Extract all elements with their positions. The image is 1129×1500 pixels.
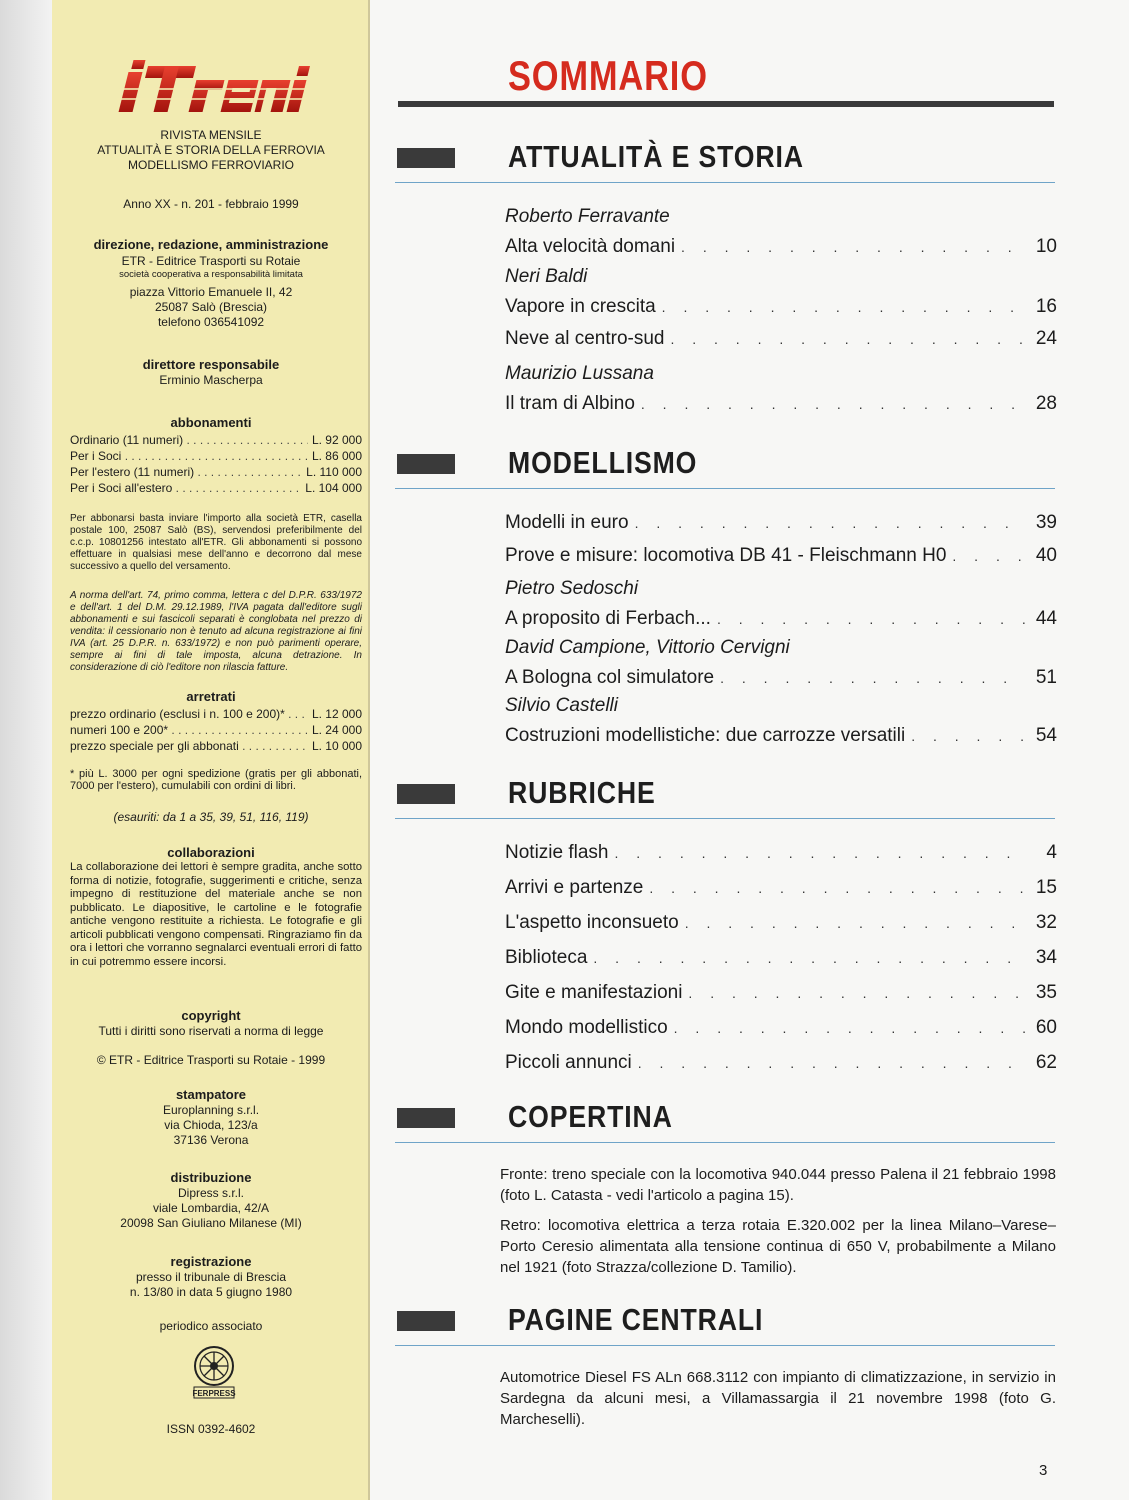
sommario-title: SOMMARIO	[508, 52, 708, 99]
centrali-description: Automotrice Diesel FS ALn 668.3112 con impianto di climatizzazione, in servizio in Sardegna da alcuni mesi, a Villamassargia il 21 novembre 1998 (foto G. Marcheselli).	[500, 1369, 1056, 1428]
abbonamento-label: Per l'estero (11 numeri) . . .	[70, 464, 302, 480]
abbonamenti-list	[70, 432, 362, 496]
leader-dots	[638, 1052, 1025, 1074]
magazine-header	[52, 128, 370, 173]
toc-entry[interactable]	[505, 363, 1057, 415]
section-title-copertina: COPERTINA	[508, 1099, 673, 1134]
abbonamento-row	[70, 448, 362, 464]
toc-page: 62	[1035, 1052, 1057, 1073]
arretrati-row	[70, 738, 362, 754]
toc-page: 28	[1035, 393, 1057, 414]
section-marker	[397, 454, 455, 474]
toc-entry[interactable]	[505, 512, 1057, 534]
toc-entry[interactable]	[505, 206, 1057, 258]
section-title-centrali: PAGINE CENTRALI	[508, 1302, 764, 1337]
arretrati-label: numeri 100 e 200* . . .	[70, 722, 308, 738]
toc-title: Modelli in euro	[505, 512, 629, 533]
arretrati-price: L. 24 000	[311, 723, 362, 737]
toc-author: Roberto Ferravante	[505, 206, 670, 227]
direttore-name: Erminio Mascherpa	[159, 373, 263, 387]
sommario-rule	[398, 101, 1054, 107]
toc-entry[interactable]	[505, 982, 1057, 1004]
copyright-line: © ETR - Editrice Trasporti su Rotaie - 1999	[96, 1053, 326, 1067]
leader-dots	[720, 667, 1025, 689]
toc-page: 60	[1035, 1017, 1057, 1038]
issue-info: Anno XX - n. 201 - febbraio 1999	[123, 197, 299, 211]
iva-note: A norma dell'art. 74, primo comma, lettera c del D.P.R. 633/1972 e dell'art. 1 del D.M. 29.12.1989, l'IVA pagata dall'editore sugli abbonamenti e sui fascicoli separati è conglobata nel prezzo di vendita: il cessionario non è tenuto ad alcuna registrazione ai fini IVA (art. 25 D.P.R. n. 633/1972) e non può parimenti operare, sempre ai fini di tale imposta, alcuna detrazione. In considerazione di ciò l'editore non rilascia fatture.	[70, 590, 362, 673]
toc-entry[interactable]	[505, 695, 1057, 747]
copyright-text: Tutti i diritti sono riservati a norma di legge	[98, 1024, 324, 1038]
registrazione-line: n. 13/80 in data 5 giugno 1980	[129, 1285, 293, 1299]
toc-page: 32	[1035, 912, 1057, 933]
toc-page: 44	[1035, 608, 1057, 629]
abbonamento-row	[70, 480, 362, 496]
section-rule	[395, 488, 1055, 489]
stampatore-info	[52, 1103, 370, 1148]
arretrati-list	[70, 706, 362, 754]
toc-page: 39	[1035, 512, 1057, 533]
toc-title: Notizie flash	[505, 842, 609, 863]
publisher-type: società cooperativa a responsabilità limitata	[119, 269, 303, 280]
toc-entry[interactable]	[505, 266, 1057, 318]
toc-entry[interactable]	[505, 637, 1057, 689]
table-of-contents	[370, 0, 1129, 1500]
toc-entry[interactable]	[505, 842, 1057, 864]
toc-title: L'aspetto inconsueto	[505, 912, 679, 933]
abbonamento-price: L. 104 000	[305, 481, 362, 495]
leader-dots	[662, 296, 1025, 318]
section-marker	[397, 784, 455, 804]
publisher-address	[52, 285, 370, 330]
toc-title: Prove e misure: locomotiva DB 41 - Fleischmann H0	[505, 545, 947, 566]
toc-title: Neve al centro-sud	[505, 328, 665, 349]
page-number: 3	[1039, 1462, 1048, 1479]
distribuzione-line: 20098 San Giuliano Milanese (MI)	[120, 1216, 302, 1230]
toc-author: David Campione, Vittorio Cervigni	[505, 637, 790, 658]
toc-title: Costruzioni modellistiche: due carrozze versatili	[505, 725, 906, 746]
arretrati-label: prezzo speciale per gli abbonati . . .	[70, 738, 308, 754]
distribuzione-line: Dipress s.r.l.	[177, 1186, 244, 1200]
leader-dots	[593, 947, 1025, 969]
section-title-attualita: ATTUALITÀ E STORIA	[508, 139, 804, 174]
toc-entry[interactable]	[505, 947, 1057, 969]
stampatore-line: 37136 Verona	[173, 1133, 249, 1147]
registrazione-line: presso il tribunale di Brescia	[135, 1270, 287, 1284]
periodico-label: periodico associato	[159, 1319, 263, 1333]
leader-dots	[717, 608, 1025, 630]
toc-entry[interactable]	[505, 1052, 1057, 1074]
toc-title: Mondo modellistico	[505, 1017, 668, 1038]
abbonamento-price: L. 86 000	[311, 449, 362, 463]
distribuzione-info	[52, 1186, 370, 1231]
section-rule	[395, 182, 1055, 183]
abbonamento-row	[70, 432, 362, 448]
ferpress-label: FERPRESS	[192, 1389, 236, 1398]
toc-entry[interactable]	[505, 578, 1057, 630]
toc-page: 40	[1035, 545, 1057, 566]
abbonamenti-info: Per abbonarsi basta inviare l'importo alla società ETR, casella postale 100, 25087 Salò (BS), servendosi preferibilmente del c.c.p. 10801256 intestato all'ETR. Gli abbonamenti si possono effettuare in qualsiasi mese dell'anno e decorrono dal mese successivo a quello del versamento.	[70, 513, 362, 572]
section-rule	[395, 1345, 1055, 1346]
distribuzione-title: distribuzione	[170, 1170, 252, 1185]
section-title-modellismo: MODELLISMO	[508, 445, 698, 480]
registrazione-title: registrazione	[170, 1254, 252, 1269]
arretrati-row	[70, 722, 362, 738]
toc-title: A proposito di Ferbach...	[505, 608, 711, 629]
leader-dots	[685, 912, 1025, 934]
leader-dots	[649, 877, 1025, 899]
toc-page: 10	[1035, 236, 1057, 257]
collaborazioni-title: collaborazioni	[167, 845, 255, 860]
stampatore-line: via Chioda, 123/a	[164, 1118, 258, 1132]
page-edge	[0, 0, 52, 1500]
toc-page: 35	[1035, 982, 1057, 1003]
toc-page: 34	[1035, 947, 1057, 968]
address-line: piazza Vittorio Emanuele II, 42	[129, 285, 293, 299]
toc-entry[interactable]	[505, 912, 1057, 934]
toc-title: Vapore in crescita	[505, 296, 656, 317]
arretrati-label: prezzo ordinario (esclusi i n. 100 e 200)* . . .	[70, 706, 308, 722]
toc-page: 51	[1035, 667, 1057, 688]
toc-page: 24	[1035, 328, 1057, 349]
toc-entry[interactable]	[505, 545, 1057, 567]
arretrati-note: * più L. 3000 per ogni spedizione (gratis per gli abbonati, 7000 per l'estero), cumulabili con ordini di libri.	[70, 768, 362, 792]
leader-dots	[670, 328, 1025, 350]
ferpress-logo	[190, 1344, 238, 1404]
abbonamento-row	[70, 464, 362, 480]
section-rule	[395, 818, 1055, 819]
header-line: MODELLISMO FERROVIARIO	[127, 158, 295, 172]
issn: ISSN 0392-4602	[166, 1422, 256, 1436]
toc-title: A Bologna col simulatore	[505, 667, 715, 688]
leader-dots	[681, 236, 1025, 258]
toc-title: Biblioteca	[505, 947, 588, 968]
section-title-rubriche: RUBRICHE	[508, 775, 656, 810]
toc-author: Pietro Sedoschi	[505, 578, 639, 599]
distribuzione-line: viale Lombardia, 42/A	[152, 1201, 270, 1215]
leader-dots	[674, 1017, 1025, 1039]
toc-author: Neri Baldi	[505, 266, 588, 287]
abbonamento-price: L. 110 000	[306, 465, 362, 479]
toc-page: 4	[1046, 842, 1057, 863]
toc-author: Maurizio Lussana	[505, 363, 654, 384]
leader-dots	[635, 512, 1025, 534]
arretrati-price: L. 10 000	[311, 739, 362, 753]
header-line: RIVISTA MENSILE	[160, 128, 262, 142]
toc-title: Piccoli annunci	[505, 1052, 632, 1073]
address-line: 25087 Salò (Brescia)	[154, 300, 268, 314]
direttore-title: direttore responsabile	[142, 357, 280, 372]
abbonamento-price: L. 92 000	[311, 433, 362, 447]
toc-page: 16	[1035, 296, 1057, 317]
toc-page: 15	[1035, 877, 1057, 898]
address-line: telefono 036541092	[157, 315, 265, 329]
section-rule	[395, 1142, 1055, 1143]
ferpress-wheel-icon	[190, 1344, 238, 1404]
stampatore-title: stampatore	[175, 1087, 247, 1102]
colophon-panel	[52, 0, 370, 1500]
magazine-logo	[112, 58, 312, 118]
toc-entry[interactable]	[505, 877, 1057, 899]
toc-author: Silvio Castelli	[505, 695, 618, 716]
registrazione-info	[52, 1270, 370, 1300]
stampatore-line: Europlanning s.r.l.	[162, 1103, 260, 1117]
section-marker	[397, 1311, 455, 1331]
arretrati-title: arretrati	[186, 689, 236, 704]
copertina-retro: Retro: locomotiva elettrica a terza rotaia E.320.002 per la linea Milano–Varese–Porto Ceresio alimentata alla tensione continua di 650 V, probabilmente a Milano nel 1921 (foto Strazza/collezione D. Tamilio).	[500, 1217, 1056, 1276]
abbonamento-label: Per i Soci all'estero . . .	[70, 480, 301, 496]
esauriti-note: (esauriti: da 1 a 35, 39, 51, 116, 119)	[113, 810, 309, 824]
leader-dots	[911, 725, 1025, 747]
toc-title: Gite e manifestazioni	[505, 982, 683, 1003]
leader-dots	[688, 982, 1025, 1004]
itreni-logo-icon	[112, 58, 312, 118]
leader-dots	[641, 393, 1025, 415]
leader-dots	[952, 545, 1025, 567]
direzione-title: direzione, redazione, amministrazione	[93, 237, 329, 252]
abbonamenti-title: abbonamenti	[170, 415, 252, 430]
collaborazioni-text: La collaborazione dei lettori è sempre gradita, anche sotto forma di notizie, fotografie, suggerimenti e critiche, senza impegno di restituzione del materiale anche se non pubblicato. Le diapositive, le cartoline e le fotografie antiche vengono restituite a richiesta. Le fotografie e gli articoli pubblicati vengono compensati. Ringraziamo fin da ora i lettori che vorranno segnalarci eventuali errori di fatto in cui potremmo essere incorsi.	[70, 861, 362, 968]
copyright-title: copyright	[181, 1008, 241, 1023]
toc-title: Arrivi e partenze	[505, 877, 644, 898]
toc-entry[interactable]	[505, 328, 1057, 350]
copertina-fronte: Fronte: treno speciale con la locomotiva 940.044 presso Palena il 21 febbraio 1998 (foto L. Catasta - vedi l'articolo a pagina 15).	[500, 1166, 1056, 1204]
toc-page: 54	[1035, 725, 1057, 746]
publisher-name: ETR - Editrice Trasporti su Rotaie	[121, 254, 301, 268]
toc-entry[interactable]	[505, 1017, 1057, 1039]
arretrati-row	[70, 706, 362, 722]
abbonamento-label: Per i Soci . . .	[70, 448, 308, 464]
toc-title: Il tram di Albino	[505, 393, 635, 414]
header-line: ATTUALITÀ E STORIA DELLA FERROVIA	[97, 143, 325, 157]
section-marker	[397, 1108, 455, 1128]
section-marker	[397, 148, 455, 168]
toc-title: Alta velocità domani	[505, 236, 676, 257]
leader-dots	[615, 842, 1026, 864]
arretrati-price: L. 12 000	[311, 707, 362, 721]
abbonamento-label: Ordinario (11 numeri) . . .	[70, 432, 308, 448]
